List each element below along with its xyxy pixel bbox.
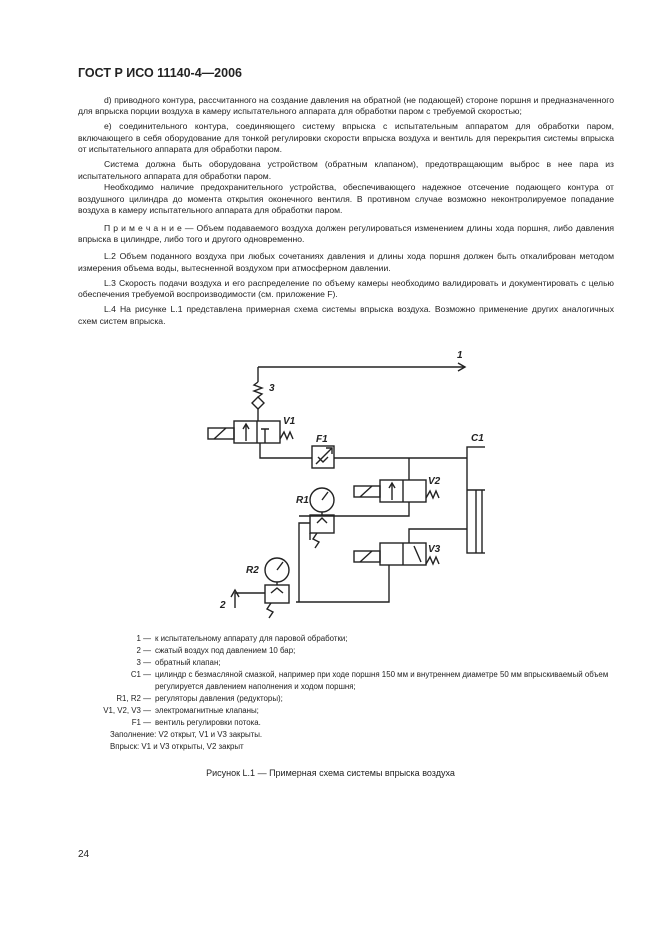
paragraph-l3: L.3 Скорость подачи воздуха и его распределение по объему камеры необходимо валидировать и документировать с целью обеспечения требуемой воспроизводимости (см. приложение F). xyxy=(78,277,614,300)
label-1: 1 xyxy=(457,350,463,361)
label-r1: R1 xyxy=(296,495,309,506)
body-text xyxy=(78,95,614,331)
label-2: 2 xyxy=(220,600,226,611)
label-3: 3 xyxy=(269,383,275,394)
figure-caption: Рисунок L.1 — Примерная схема системы впрыска воздуха xyxy=(206,768,455,778)
page-number: 24 xyxy=(78,849,90,860)
paragraph-check-valve: Система должна быть оборудована устройством (обратным клапаном), предотвращающим выброс в нее пара из испытательного аппарата для обработки паром. xyxy=(78,159,614,181)
paragraph-l2: L.2 Объем поданного воздуха при любых сочетаниях давления и длины хода поршня должен быть откалиброван методом измерения объема воды, вытесненной воздухом при атмосферном давлении. xyxy=(78,251,614,273)
legend-item: V1, V2, V3 — электромагнитные клапаны; xyxy=(103,706,259,715)
check-valve-icon xyxy=(252,397,264,409)
paragraph-safety: Необходимо наличие предохранительного устройства, обеспечивающего надежное отсечение подающего контура от воздушного цилиндра до момента открытия оконечного вентиля. В противном случае возможно неконтролируемое попадание воздуха в камеру испытательного аппарата для обработки паром. xyxy=(78,182,614,216)
legend-item: 3 — обратный клапан; xyxy=(136,658,221,667)
inlet-line xyxy=(235,593,265,608)
label-f1: F1 xyxy=(316,434,328,445)
label-v1: V1 xyxy=(283,416,296,427)
figure-legend xyxy=(78,633,618,753)
legend-item: 1 — к испытательному аппарату для паровой обработки; xyxy=(136,634,348,643)
label-r2: R2 xyxy=(246,565,259,576)
legend-item: F1 — вентиль регулировки потока. xyxy=(131,718,261,727)
legend-item: C1 — цилиндр с безмасляной смазкой, например при ходе поршня 150 мм и внутреннем диаметре 50 мм впрыскиваемый объем регулируется давлением наполнения и ходом поршня; xyxy=(130,670,609,691)
legend-note-fill: Заполнение: V2 открыт, V1 и V3 закрыты. xyxy=(110,730,263,739)
paragraph-e: e) соединительного контура, соединяющего систему впрыска с испытательным аппаратом для обработки паром, включающего в себя оборудование для тонкой регулировки скорости впрыска воздуха и вентиль для перекрытия системы впрыска от испытательного аппарата для обработки паром. xyxy=(78,121,614,155)
legend-item: R1, R2 — регуляторы давления (редукторы); xyxy=(116,694,283,703)
document-header: ГОСТ Р ИСО 11140-4—2006 xyxy=(78,66,242,80)
legend-item: 2 — сжатый воздух под давлением 10 бар; xyxy=(136,646,296,655)
check-valve-spring xyxy=(254,382,262,397)
air-injection-schematic xyxy=(195,340,485,620)
note-paragraph: П р и м е ч а н и е — Объем подаваемого воздуха должен регулироваться изменением длины хода поршня, либо давления впрыска в цилиндре, либо того и другого одновременно. xyxy=(78,222,614,244)
paragraph-d: d) приводного контура, рассчитанного на создание давления на обратной (не подающей) стороне поршня и предназначенного для впрыска порции воздуха в камеру испытательного аппарата для обработки паром с требуемой скоростью; xyxy=(78,95,614,117)
legend-note-inject: Впрыск: V1 и V3 открыты, V2 закрыт xyxy=(110,742,244,751)
label-c1: C1 xyxy=(471,433,484,444)
paragraph-l4: L.4 На рисунке L.1 представлена примерная схема системы впрыска воздуха. Возможно применение других аналогичных схем систем впрыска. xyxy=(78,304,614,326)
label-v3: V3 xyxy=(428,544,441,555)
label-v2: V2 xyxy=(428,476,441,487)
